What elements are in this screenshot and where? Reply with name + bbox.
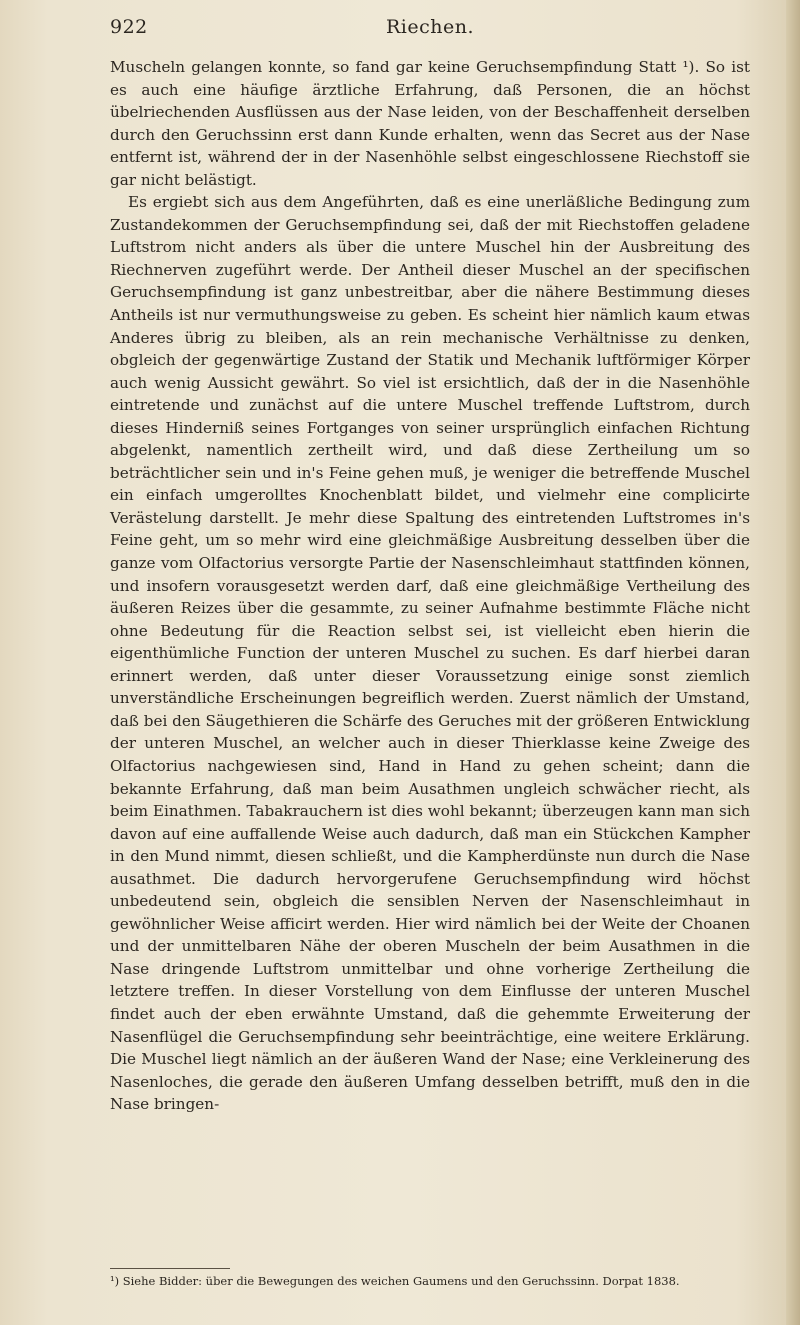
body-text (110, 56, 750, 1116)
page-edge (786, 0, 800, 1325)
page-header (110, 14, 750, 44)
footnote: ¹) Siehe Bidder: über die Bewegungen des weichen Gaumens und den Geruchssinn. Dorpat 1838. (110, 1274, 680, 1288)
page-number: 922 (110, 16, 148, 38)
footnote-rule (110, 1268, 230, 1269)
paragraph: Muscheln gelangen konnte, so fand gar keine Geruchsempfindung Statt ¹). So ist es auch eine häufige ärztliche Erfahrung, daß Personen, die an höchst übelriechenden Ausflüssen aus der Nase leiden, von der Beschaffenheit derselben durch den Geruchssinn erst dann Kunde erhalten, wenn das Secret aus der Nase entfernt ist, während der in der Nasenhöhle selbst eingeschlossene Riechstoff sie gar nicht belästigt. (110, 58, 750, 189)
running-head: Riechen. (385, 16, 475, 38)
paragraph: Es ergiebt sich aus dem Angeführten, daß es eine unerläßliche Bedingung zum Zustandekommen der Geruchsempfindung sei, daß der mit Riechstoffen geladene Luftstrom nicht anders als über die untere Muschel hin der Ausbreitung des Riechnerven zugeführt werde. Der Antheil dieser Muschel an der specifischen Geruchsempfindung ist ganz unbestreitbar, aber die nähere Bestimmung dieses Antheils ist nur vermuthungsweise zu geben. Es scheint hier nämlich kaum etwas Anderes übrig zu bleiben, als an rein mechanische Verhältnisse zu denken, obgleich der gegenwärtige Zustand der Statik und Mechanik luftförmiger Körper auch wenig Aussicht gewährt. So viel ist ersichtlich, daß der in die Nasenhöhle eintretende und zunächst auf die untere Muschel treffende Luftstrom, durch dieses Hinderniß seines Fortganges von seiner ursprünglich einfachen Richtung abgelenkt, namentlich zertheilt wird, und daß diese Zertheilung um so beträchtlicher sein und in's Feine gehen muß, je weniger die betreffende Muschel ein einfach umgerolltes Knochenblatt bildet, und vielmehr eine complicirte Verästelung darstellt. Je mehr diese Spaltung des eintretenden Luftstromes in's Feine geht, um so mehr wird eine gleichmäßige Ausbreitung desselben über die ganze vom Olfactorius versorgte Partie der Nasenschleimhaut stattfinden können, und insofern vorausgesetzt werden darf, daß eine gleichmäßige Vertheilung des äußeren Reizes über die gesammte, zu seiner Aufnahme bestimmte Fläche nicht ohne Bedeutung für die Reaction selbst sei, ist vielleicht eben hierin die eigenthümliche Function der unteren Muschel zu suchen. Es darf hierbei daran erinnert werden, daß unter dieser Voraussetzung einige sonst ziemlich unverständliche Erscheinungen begreiflich werden. Zuerst nämlich der Umstand, daß bei den Säugethieren die Schärfe des Geruches mit der größeren Entwicklung der unteren Muschel, an welcher auch in dieser Thierklasse keine Zweige des Olfactorius nachgewiesen sind, Hand in Hand zu gehen scheint; dann die bekannte Erfahrung, daß man beim Ausathmen ungleich schwächer riecht, als beim Einathmen. Tabakrauchern ist dies wohl bekannt; überzeugen kann man sich davon auf eine auffallende Weise auch dadurch, daß man ein Stückchen Kampher in den Mund nimmt, diesen schließt, und die Kampherdünste nun durch die Nase ausathmet. Die dadurch hervorgerufene Geruchsempfindung wird höchst unbedeutend sein, obgleich die sensiblen Nerven der Nasenschleimhaut in gewöhnlicher Weise afficirt werden. Hier wird nämlich bei der Weite der Choanen und der unmittelbaren Nähe der oberen Muscheln der beim Ausathmen in die Nase dringende Luftstrom unmittelbar und ohne vorherige Zertheilung die letztere treffen. In dieser Vorstellung von dem Einflusse der unteren Muschel findet auch der eben erwähnte Umstand, daß die gehemmte Erweiterung der Nasenflügel die Geruchsempfindung sehr beeinträchtige, eine weitere Erklärung. Die Muschel liegt nämlich an der äußeren Wand der Nase; eine Verkleinerung des Nasenloches, die gerade den äußeren Umfang desselben betrifft, muß den in die Nase bringen- (110, 193, 751, 1114)
